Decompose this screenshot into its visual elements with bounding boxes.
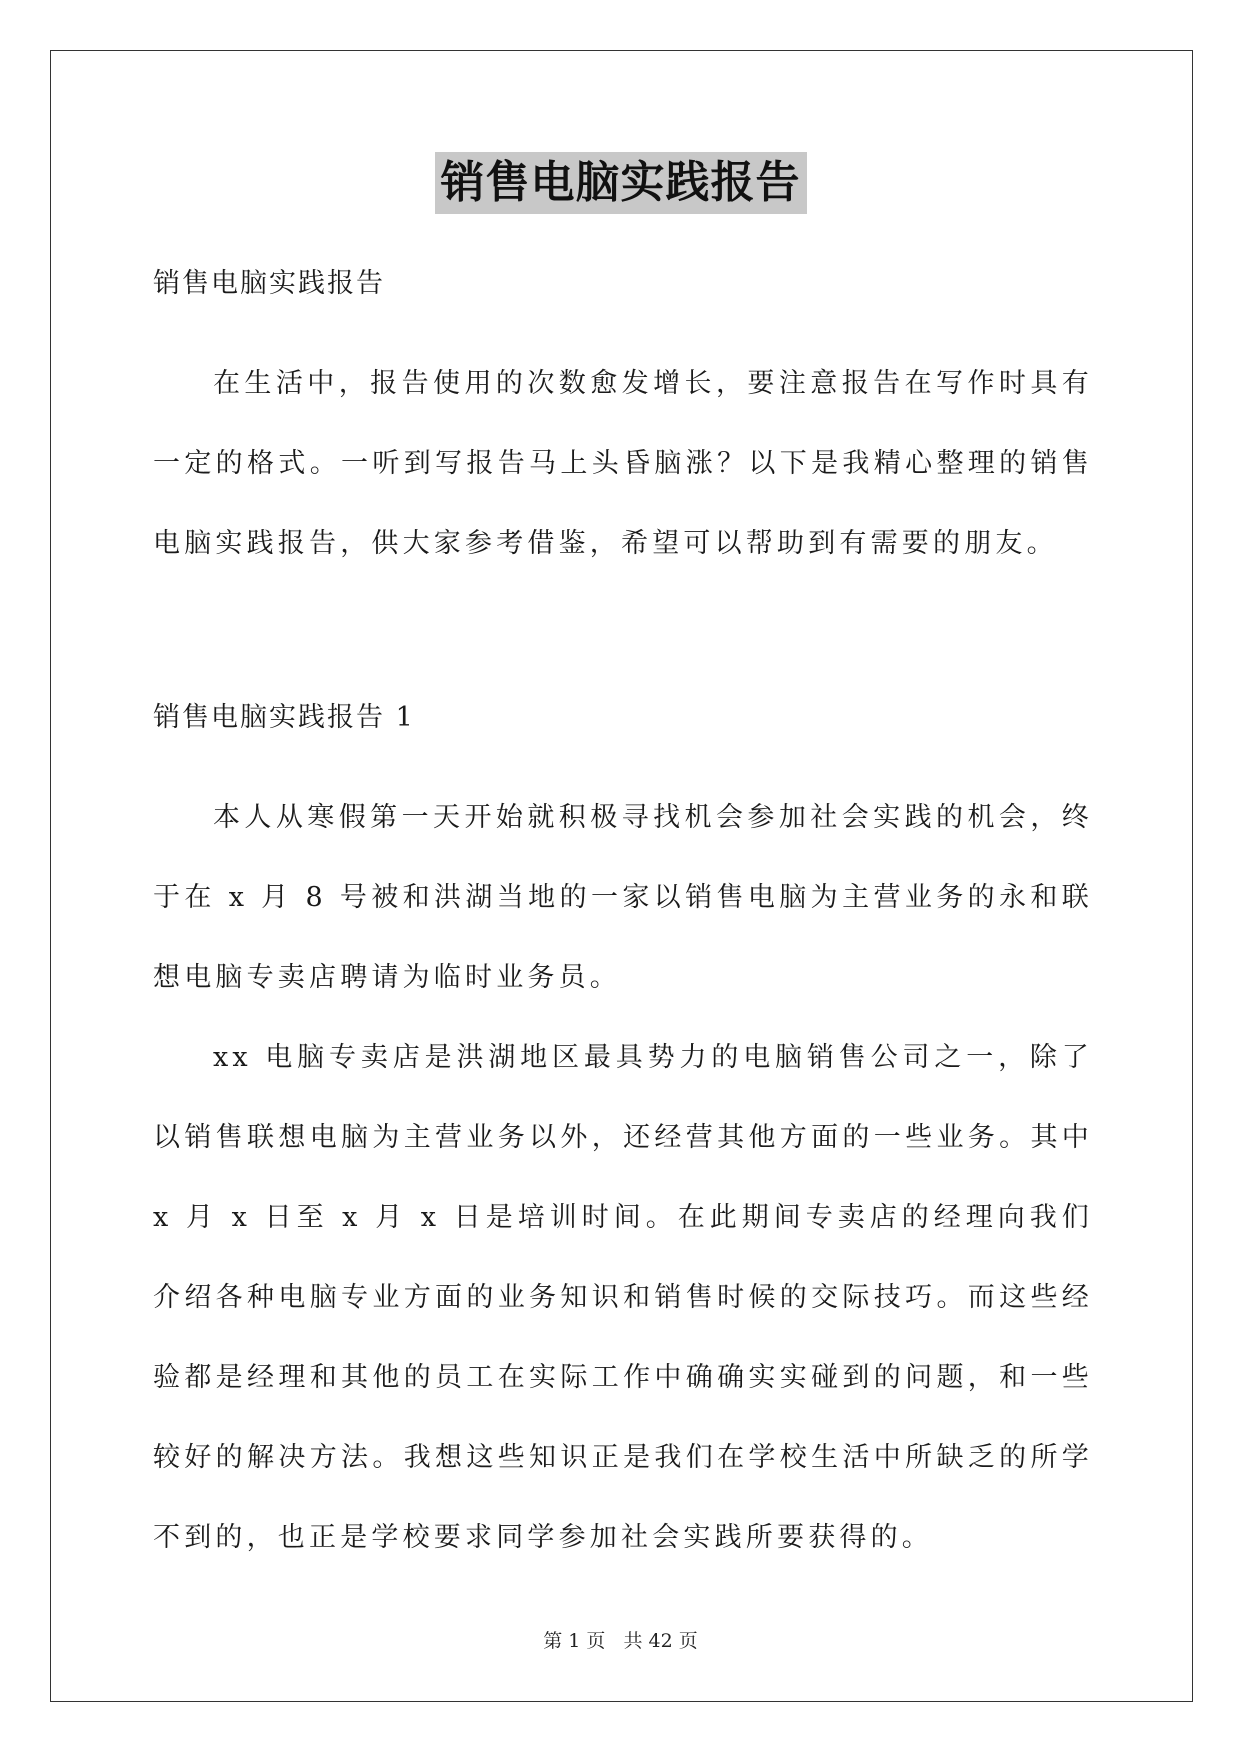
body-paragraph: xx 电脑专卖店是洪湖地区最具势力的电脑销售公司之一，除了以销售联想电脑为主营业务以外，还经营其他方面的一些业务。其中 x 月 x 日至 x 月 x 日是培训时间。在此期间专卖店的经理向我们介绍各种电脑专业方面的业务知识和销售时候的交际技巧。而这些经验都是经理和其他的员工在实际工作中确确实实碰到的问题，和一些较好的解决方法。我想这些知识正是我们在学校生活中所缺乏的所学不到的，也正是学校要求同学参加社会实践所要获得的。 — [153, 1042, 1093, 1553]
title-container — [0, 152, 1241, 214]
document-subtitle: 销售电脑实践报告 — [153, 268, 385, 299]
page-total: 共 42 页 — [623, 1630, 698, 1652]
document-body — [153, 264, 1093, 1578]
section-heading: 销售电脑实践报告 1 — [153, 702, 415, 733]
page-number: 第 1 页 — [543, 1630, 606, 1652]
page-footer — [0, 1626, 1241, 1653]
intro-paragraph: 在生活中，报告使用的次数愈发增长，要注意报告在写作时具有一定的格式。一听到写报告马上头昏脑涨？以下是我精心整理的销售电脑实践报告，供大家参考借鉴，希望可以帮助到有需要的朋友。 — [153, 368, 1093, 559]
body-paragraph: 本人从寒假第一天开始就积极寻找机会参加社会实践的机会，终于在 x 月 8 号被和洪湖当地的一家以销售电脑为主营业务的永和联想电脑专卖店聘请为临时业务员。 — [153, 802, 1093, 993]
document-title: 销售电脑实践报告 — [435, 152, 807, 214]
